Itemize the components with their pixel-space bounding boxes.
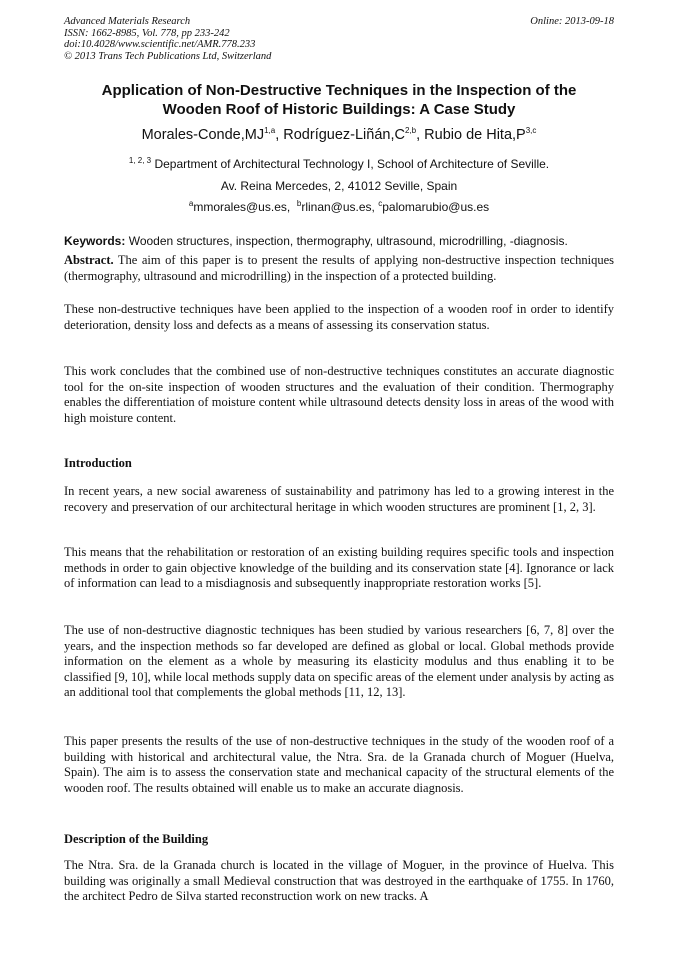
email-c: palomarubio@us.es: [382, 200, 490, 214]
affiliation-address: Av. Reina Mercedes, 2, 41012 Seville, Spain: [220, 179, 458, 193]
abstract-p2: These non-destructive techniques have been applied to the inspection of a wooden roof in order to identify deterioration, density loss and defects as a means of assessing its conservation status.: [64, 302, 614, 332]
affiliation-dept: [64, 157, 614, 171]
keywords: [64, 234, 614, 248]
abstract-p1-text: The aim of this paper is to present the results of applying non-destructive inspection techniques (thermography, ultrasound and microdrilling) in the inspection of a protected building.: [64, 253, 614, 283]
online-date: Online: 2013-09-18: [530, 16, 614, 27]
journal-header: [64, 16, 271, 62]
email-a-sup: a: [188, 199, 194, 208]
abstract-p1: [64, 253, 614, 284]
paper-title: [64, 81, 614, 119]
email-line: [64, 200, 614, 214]
keywords-text: Wooden structures, inspection, thermography, ultrasound, microdrilling, -diagnosis.: [128, 234, 568, 248]
author-2-sup: 2,b: [404, 126, 417, 136]
department: Department of Architectural Technology I, School of Architecture of Seville.: [154, 157, 550, 171]
abstract-p3: This work concludes that the combined use of non-destructive techniques constitutes an accurate diagnostic tool for the on-site inspection of wooden structures and the evaluation of their condition. Thermography enables the differentiation of moisture content while ultrasound detects density loss in areas of the wood with high moisture content.: [64, 364, 614, 425]
email-b-sup: b: [296, 199, 302, 208]
keywords-label: Keywords:: [64, 234, 126, 248]
intro-p3: The use of non-destructive diagnostic techniques has been studied by various researchers [6, 7, 8] over the years, and the inspection methods so far developed are defined as global or local. Global methods provide information on the element as a whole by measuring its elasticity modulus and thus enabling it to be classified [9, 10], while local methods supply data on specific areas of the element under analysis by acting as an additional tool that complements the global methods [11, 12, 13].: [64, 623, 614, 699]
author-1-sup: 1,a: [264, 126, 276, 136]
copyright: © 2013 Trans Tech Publications Ltd, Switzerland: [64, 50, 272, 62]
author-3-sup: 3,c: [525, 126, 537, 136]
title-line-1: Application of Non-Destructive Techniques in the Inspection of the: [101, 82, 577, 99]
intro-p1: In recent years, a new social awareness of sustainability and patrimony has led to a growing interest in the recovery and preservation of our architectural heritage in which wooden structures are prominent [1, 2, 3].: [64, 484, 614, 514]
intro-p2: This means that the rehabilitation or restoration of an existing building requires specific tools and inspection methods in order to gain objective knowledge of the building and its conservation state [4]. Ignorance or lack of information can lead to a misdiagnosis and subsequently inappropriate restoration works [5].: [64, 545, 614, 590]
description-heading: Description of the Building: [64, 832, 209, 846]
intro-p4: This paper presents the results of the use of non-destructive techniques in the study of the wooden roof of a building with historical and architectural value, the Ntra. Sra. de la Granada church of Moguer (Huelva, Spain). The aim is to assess the conservation state and mechanical capacity of the structural elements of the wooden roof. The results obtained will enable us to make an accurate diagnosis.: [64, 734, 614, 795]
journal-name: Advanced Materials Research: [64, 16, 191, 27]
abstract-label: Abstract.: [64, 253, 114, 267]
email-b: rlinan@us.es,: [301, 200, 375, 214]
affiliation-sup: 1, 2, 3: [128, 156, 152, 165]
author-list: Morales-Conde,MJ$^{1,a}$, Rodríguez-$Liñán,C^{2,b}$, Rubio de $Hita,P^{3,c}$: [141, 126, 537, 143]
issn: ISSN: 1662-8985, Vol. 778, pp 233-242: [64, 27, 230, 39]
author-2: Rodríguez-Liñán,C: [283, 127, 405, 143]
email-a: mmorales@us.es,: [193, 200, 291, 214]
title-line-2: Wooden Roof of Historic Buildings: A Case Study: [162, 101, 516, 118]
author-3: Rubio de Hita,P: [424, 127, 526, 143]
author-1: Morales-Conde,MJ: [141, 127, 265, 143]
description-p1: The Ntra. Sra. de la Granada church is located in the village of Moguer, in the province of Huelva. This building was originally a small Medieval construction that was destroyed in the earthquake of 1755. In 1760, the architect Pedro de Silva started reconstruction work on new tracks. A: [64, 858, 614, 903]
email-c-sup: c: [378, 199, 383, 208]
doi: doi:10.4028/www.scientific.net/AMR.778.233: [64, 39, 256, 50]
introduction-heading: Introduction: [64, 456, 132, 470]
